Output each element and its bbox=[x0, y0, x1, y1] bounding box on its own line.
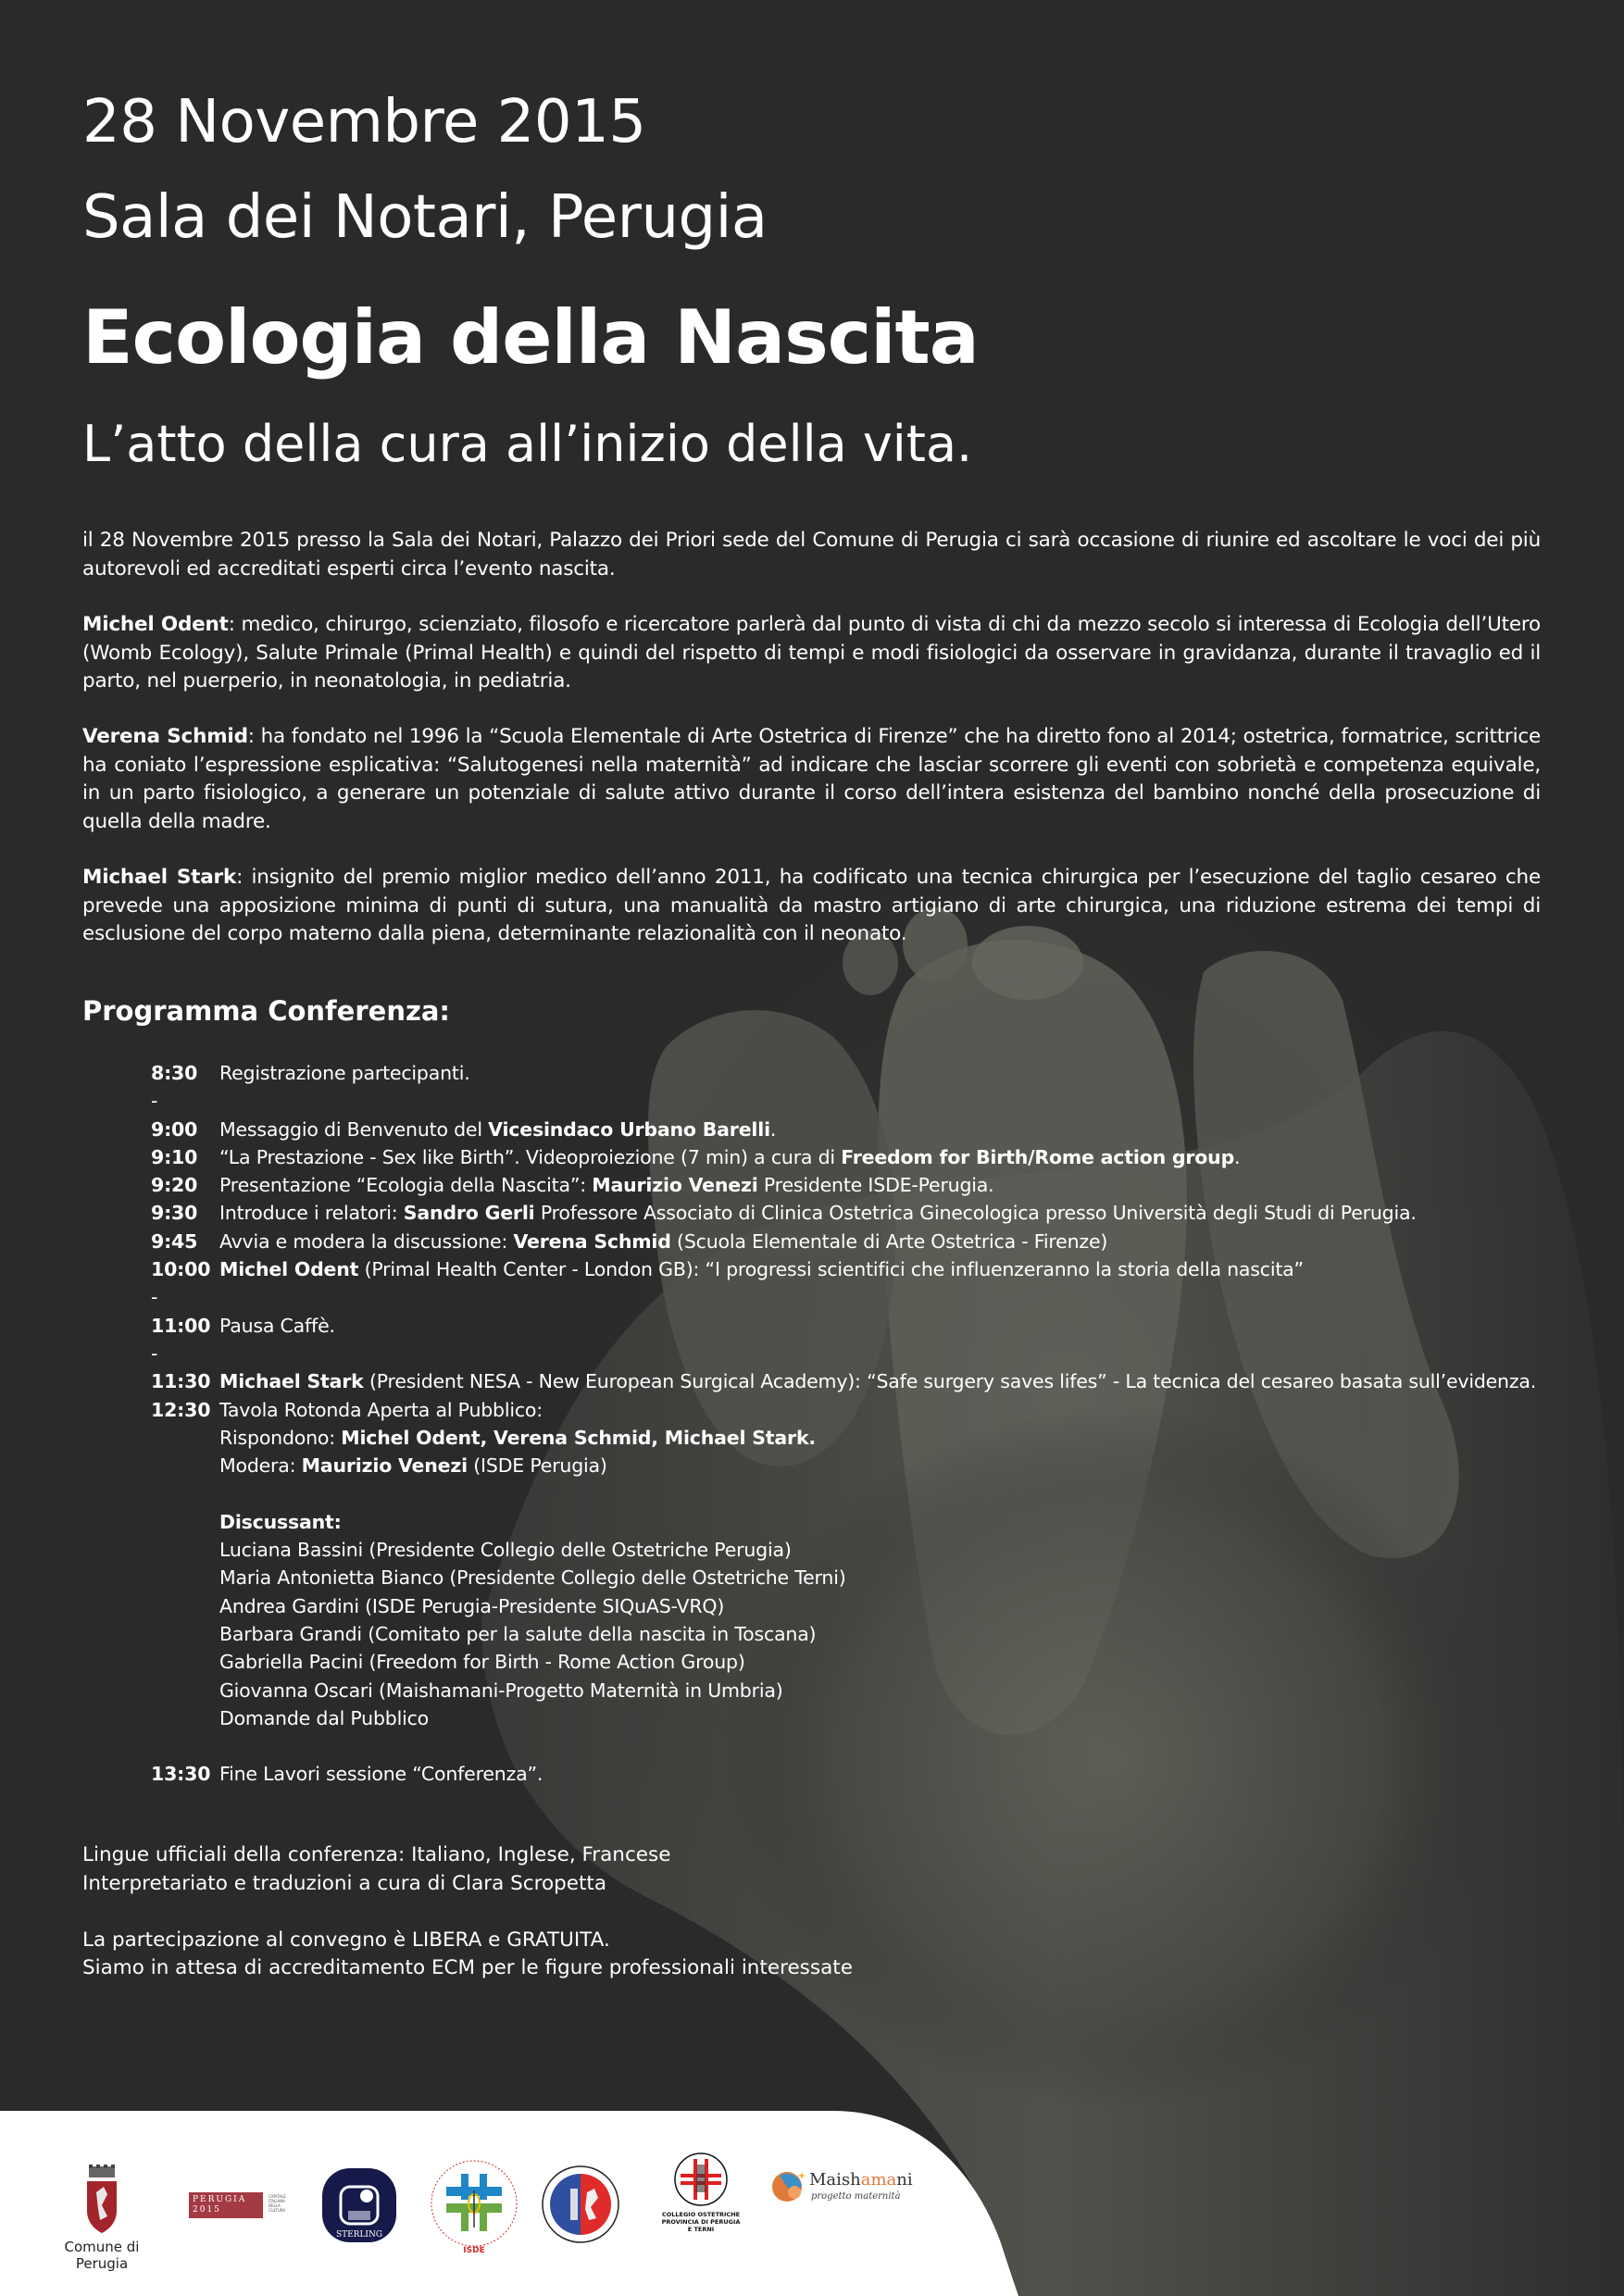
schedule-highlight: Freedom for Birth/Rome action group bbox=[841, 1145, 1235, 1168]
schedule-row bbox=[151, 1228, 1577, 1255]
schedule-time: 9:45 bbox=[151, 1229, 198, 1253]
schedule-text: Introduce i relatori: bbox=[219, 1202, 404, 1225]
schedule-time: 9:30 bbox=[151, 1202, 198, 1225]
schedule-text: Fine Lavori sessione “Conferenza”. bbox=[219, 1763, 543, 1786]
schedule-row bbox=[151, 1059, 1577, 1087]
schedule-row bbox=[151, 1171, 1577, 1199]
schedule-time bbox=[151, 1479, 219, 1507]
schedule-text: Luciana Bassini (Presidente Collegio delle Ostetriche Perugia) bbox=[219, 1539, 792, 1562]
perugia2015-line2: 2015 bbox=[193, 2205, 221, 2215]
collegio-line3: E TERNI bbox=[687, 2226, 715, 2233]
schedule-row bbox=[151, 1508, 1577, 1536]
schedule-time bbox=[151, 1620, 219, 1648]
schedule-text: Maria Antonietta Bianco (Presidente Collegio delle Ostetriche Terni) bbox=[219, 1566, 846, 1590]
schedule-highlight: Verena Schmid bbox=[513, 1229, 671, 1253]
schedule-text: Presentazione “Ecologia della Nascita”: bbox=[219, 1174, 593, 1197]
coat-of-arms-icon bbox=[83, 2165, 120, 2234]
event-venue: Sala dei Notari, Perugia bbox=[82, 183, 768, 252]
schedule-spacer bbox=[151, 1479, 1577, 1507]
programme-heading: Programma Conferenza: bbox=[82, 995, 451, 1027]
schedule-description bbox=[219, 1171, 993, 1199]
maishamani-emblem-icon bbox=[770, 2166, 807, 2203]
schedule-text: Tavola Rotonda Aperta al Pubblico: bbox=[219, 1398, 543, 1421]
schedule-time bbox=[151, 1592, 219, 1620]
schedule-description bbox=[219, 1508, 342, 1536]
event-title: Ecologia della Nascita bbox=[82, 294, 979, 381]
schedule-time: - bbox=[151, 1286, 158, 1309]
schedule-row bbox=[151, 1199, 1577, 1227]
sterling-emblem-icon bbox=[320, 2166, 398, 2244]
logo-universita-perugia bbox=[541, 2165, 620, 2244]
schedule-description bbox=[219, 1424, 816, 1452]
perugia2015-side: CAPITALE ITALIANA DELLA CULTURA bbox=[269, 2194, 286, 2213]
speaker-bio-odent bbox=[82, 611, 1541, 696]
schedule-description bbox=[219, 1648, 745, 1676]
event-date: 28 Novembre 2015 bbox=[82, 88, 646, 156]
schedule-description bbox=[219, 1536, 792, 1564]
speaker-bio-stark bbox=[82, 864, 1541, 949]
schedule-time bbox=[151, 1424, 219, 1452]
schedule-text: Rispondono: bbox=[219, 1426, 342, 1449]
schedule-text: Professore Associato di Clinica Ostetrica Ginecologica presso Università degli Studi di Perugia. bbox=[534, 1202, 1417, 1225]
schedule-row bbox=[151, 1677, 1577, 1704]
speaker-bio-schmid bbox=[82, 723, 1541, 836]
sponsor-logos bbox=[0, 2111, 1018, 2296]
maishamani-name: Maishamani bbox=[809, 2170, 913, 2190]
schedule-text: Domande dal Pubblico bbox=[219, 1706, 430, 1729]
schedule-description bbox=[219, 1760, 543, 1788]
collegio-line1: COLLEGIO OSTETRICHE bbox=[661, 2211, 741, 2218]
schedule-row bbox=[151, 1116, 1577, 1143]
schedule-row bbox=[151, 1760, 1577, 1788]
schedule-text: Presidente ISDE-Perugia. bbox=[757, 1174, 994, 1197]
schedule-description bbox=[219, 1367, 1536, 1395]
schedule-description bbox=[219, 1143, 1240, 1171]
logo-maishamani bbox=[770, 2166, 918, 2213]
speaker-name: Michael Stark bbox=[82, 866, 237, 889]
schedule-description bbox=[219, 1228, 1107, 1255]
event-subtitle: L’atto della cura all’inizio della vita. bbox=[82, 415, 973, 473]
schedule-text: Messaggio di Benvenuto del bbox=[219, 1117, 489, 1141]
perugia2015-line1: PERUGIA bbox=[193, 2195, 247, 2204]
schedule-text: Pausa Caffè. bbox=[219, 1314, 335, 1337]
schedule-spacer bbox=[151, 1732, 1577, 1760]
participation-note: La partecipazione al convegno è LIBERA e GRATUITA. bbox=[82, 1928, 610, 1952]
schedule-highlight: Vicesindaco Urbano Barelli bbox=[488, 1117, 770, 1141]
speaker-bio-text: : medico, chirurgo, scienziato, filosofo e ricercatore parlerà dal punto di vista di chi da mezzo secolo si interessa di Ecologia dell’Utero (Womb Ecology), Salute Primale (Primal Health) e quindi del rispetto di tempi e modi fisiologici da osservare in gravidanza, durante il travaglio ed il parto, nel puerperio, in neonatologia, in pediatria. bbox=[82, 613, 1541, 693]
schedule-text: Avvia e modera la discussione: bbox=[219, 1229, 514, 1253]
schedule-description bbox=[219, 1059, 470, 1087]
schedule-highlight: Maurizio Venezi bbox=[301, 1454, 468, 1478]
schedule-time bbox=[151, 1732, 219, 1760]
schedule-time bbox=[151, 1704, 219, 1732]
isde-acronym: ISDE bbox=[463, 2246, 485, 2255]
schedule-highlight: Michael Stark bbox=[219, 1370, 364, 1393]
schedule-text: Barbara Grandi (Comitato per la salute della nascita in Toscana) bbox=[219, 1622, 817, 1645]
speaker-bio-text: : ha fondato nel 1996 la “Scuola Elementale di Arte Ostetrica di Firenze” che ha diretto fono al 2014; ostetrica, formatrice, scrittrice ha coniato l’espressione esplicativa: “Salutogenesi nella maternità” ad indicare che lasciar scorrere gli eventi con sobrietà e competenza equivale, in un parto fisiologico, a generare un potenziale di salute attivo durante il corso dell’intera esistenza del bambino nonché della prosecuzione di quella della madre. bbox=[82, 725, 1541, 833]
speaker-name: Michel Odent bbox=[82, 613, 229, 636]
schedule-text: . bbox=[1234, 1145, 1241, 1168]
programme-schedule bbox=[151, 1059, 1577, 1789]
schedule-text: Registrazione partecipanti. bbox=[219, 1062, 470, 1084]
languages-note: Lingue ufficiali della conferenza: Italiano, Inglese, Francese bbox=[82, 1843, 671, 1866]
schedule-row bbox=[151, 1592, 1577, 1620]
schedule-description bbox=[219, 1199, 1417, 1227]
schedule-time: 10:00 bbox=[151, 1258, 211, 1281]
schedule-description bbox=[219, 1620, 816, 1648]
collegio-line2: PROVINCIA DI PERUGIA bbox=[661, 2218, 741, 2226]
schedule-row bbox=[151, 1648, 1577, 1676]
speaker-name: Verena Schmid bbox=[82, 725, 248, 748]
schedule-time: 11:00 bbox=[151, 1314, 211, 1337]
schedule-description bbox=[219, 1704, 429, 1732]
schedule-row bbox=[151, 1143, 1577, 1171]
logo-comune-di-perugia bbox=[37, 2165, 167, 2272]
schedule-row bbox=[151, 1396, 1577, 1424]
schedule-text: (ISDE Perugia) bbox=[467, 1454, 607, 1478]
comune-label: Comune di Perugia bbox=[64, 2239, 140, 2272]
schedule-time bbox=[151, 1536, 219, 1564]
schedule-row bbox=[151, 1620, 1577, 1648]
schedule-time: 9:10 bbox=[151, 1145, 198, 1168]
interpreting-note: Interpretariato e traduzioni a cura di Clara Scropetta bbox=[82, 1871, 607, 1895]
schedule-highlight: Discussant: bbox=[219, 1510, 342, 1533]
schedule-separator bbox=[151, 1087, 1577, 1115]
schedule-text: . bbox=[769, 1117, 777, 1141]
schedule-time: 13:30 bbox=[151, 1763, 211, 1786]
schedule-highlight: Michel Odent, Verena Schmid, Michael Stark. bbox=[341, 1426, 816, 1449]
schedule-time bbox=[151, 1648, 219, 1676]
schedule-description bbox=[219, 1564, 846, 1591]
sterling-name: STERLING bbox=[335, 2230, 383, 2240]
collegio-emblem-icon bbox=[673, 2152, 729, 2207]
schedule-highlight: Michel Odent bbox=[219, 1258, 359, 1281]
schedule-row bbox=[151, 1255, 1577, 1283]
schedule-row bbox=[151, 1536, 1577, 1564]
schedule-time: - bbox=[151, 1090, 158, 1113]
schedule-row bbox=[151, 1367, 1577, 1395]
schedule-text: (Primal Health Center - London GB): “I progressi scientifici che influenzeranno la storia della nascita” bbox=[358, 1258, 1304, 1281]
footer-notes bbox=[82, 1841, 853, 1983]
schedule-description bbox=[219, 1452, 607, 1479]
logo-sterling bbox=[320, 2166, 398, 2244]
schedule-text: (Scuola Elementale di Arte Ostetrica - Firenze) bbox=[670, 1229, 1108, 1253]
schedule-description bbox=[219, 1312, 335, 1340]
schedule-text: “La Prestazione - Sex like Birth”. Videoproiezione (7 min) a cura di bbox=[219, 1145, 842, 1168]
logo-collegio-ostetriche bbox=[659, 2152, 743, 2253]
schedule-text: Modera: bbox=[219, 1454, 302, 1478]
schedule-time bbox=[151, 1677, 219, 1704]
schedule-time: 12:30 bbox=[151, 1398, 211, 1421]
schedule-time bbox=[151, 1452, 219, 1479]
schedule-time: 8:30 bbox=[151, 1062, 198, 1084]
isde-cross-icon bbox=[428, 2157, 520, 2259]
schedule-description bbox=[219, 1677, 783, 1704]
university-seal-icon bbox=[541, 2165, 620, 2244]
schedule-time: 11:30 bbox=[151, 1370, 211, 1393]
maishamani-tagline: progetto maternità bbox=[811, 2191, 901, 2202]
schedule-description bbox=[219, 1592, 724, 1620]
schedule-row bbox=[151, 1564, 1577, 1591]
schedule-description bbox=[219, 1396, 543, 1424]
schedule-text: Gabriella Pacini (Freedom for Birth - Rome Action Group) bbox=[219, 1651, 745, 1674]
intro-paragraph: il 28 Novembre 2015 presso la Sala dei Notari, Palazzo dei Priori sede del Comune di Perugia ci sarà occasione di riunire ed ascoltare le voci dei più autorevoli ed accreditati esperti circa l’evento nascita. bbox=[82, 529, 1541, 580]
schedule-description bbox=[219, 1116, 776, 1143]
schedule-row bbox=[151, 1452, 1577, 1479]
schedule-description bbox=[219, 1255, 1304, 1283]
schedule-text: (President NESA - New European Surgical Academy): “Safe surgery saves lifes” - La tecnica del cesareo basata sull’evidenza. bbox=[363, 1370, 1537, 1393]
schedule-time: 9:20 bbox=[151, 1174, 198, 1197]
schedule-highlight: Sandro Gerli bbox=[403, 1202, 535, 1225]
schedule-time bbox=[151, 1508, 219, 1536]
logo-isde bbox=[428, 2157, 520, 2259]
ecm-note: Siamo in attesa di accreditamento ECM per le figure professionali interessate bbox=[82, 1956, 853, 1979]
schedule-text: Giovanna Oscari (Maishamani-Progetto Maternità in Umbria) bbox=[219, 1678, 783, 1702]
schedule-time bbox=[151, 1564, 219, 1591]
schedule-highlight: Maurizio Venezi bbox=[592, 1174, 758, 1197]
schedule-row bbox=[151, 1424, 1577, 1452]
speaker-bio-text: : insignito del premio miglior medico dell’anno 2011, ha codificato una tecnica chirurgica per l’esecuzione del taglio cesareo che prevede una apposizione minima di punti di sutura, una manualità da mastro artigiano di arte chirurgica, una riduzione estrema dei tempi di esclusione del corpo materno dalla piena, determinante relazionalità con il neonato. bbox=[82, 866, 1542, 945]
schedule-time: - bbox=[151, 1341, 158, 1365]
schedule-separator bbox=[151, 1283, 1577, 1311]
schedule-text: Andrea Gardini (ISDE Perugia-Presidente SIQuAS-VRQ) bbox=[219, 1594, 725, 1617]
schedule-row bbox=[151, 1312, 1577, 1340]
schedule-time: 9:00 bbox=[151, 1117, 198, 1141]
logo-perugia-2015 bbox=[189, 2192, 291, 2220]
schedule-row bbox=[151, 1704, 1577, 1732]
schedule-separator bbox=[151, 1340, 1577, 1367]
